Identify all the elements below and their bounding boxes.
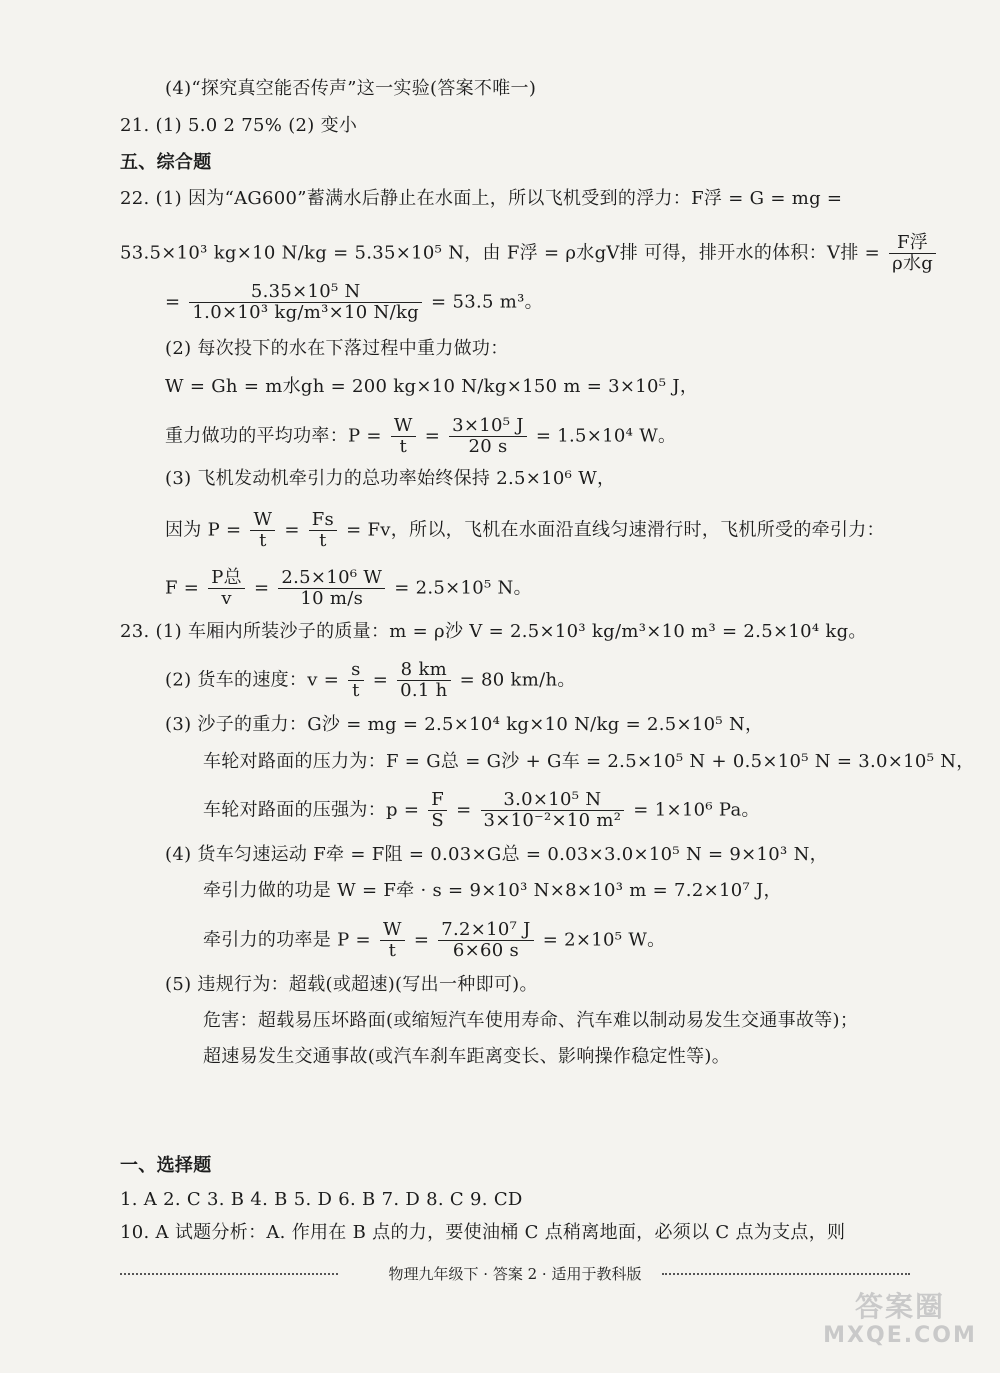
numerator: F [428, 790, 447, 811]
fraction [438, 920, 533, 961]
fraction [380, 920, 405, 961]
text: = Fv，所以，飞机在水面沿直线匀速滑行时，飞机所受的牵引力： [346, 519, 885, 541]
fraction [481, 790, 625, 831]
text: = 2.5×10⁵ N。 [394, 577, 532, 599]
answer-22-line2 [120, 233, 939, 274]
answer-23-part5: (5) 违规行为：超载(或超速)(写出一种即可)。 [165, 974, 538, 995]
average-power [165, 416, 676, 457]
text: = [284, 519, 300, 541]
hazard-speeding: 超速易发生交通事故(或汽车刹车距离变长、影响操作稳定性等)。 [203, 1046, 731, 1067]
text: = 53.5 m³。 [431, 291, 543, 313]
denominator: t [399, 436, 408, 457]
answer-22-volume [165, 282, 543, 323]
denominator: t [352, 680, 360, 701]
text: 重力做功的平均功率：P = [165, 425, 382, 447]
fraction [428, 790, 447, 831]
road-pressure [203, 790, 760, 831]
denominator: 3×10⁻²×10 m² [483, 810, 622, 831]
answer-22-part1: 22. (1) 因为“AG600”蓄满水后静止在水面上，所以飞机受到的浮力：F浮 = G = mg = [120, 188, 843, 209]
denominator: ρ水g [892, 253, 934, 274]
denominator: S [431, 810, 444, 831]
line-4-vacuum: (4)“探究真空能否传声”这一实验(答案不唯一) [165, 78, 537, 99]
fraction [449, 416, 527, 457]
answer-10-analysis: 10. A 试题分析：A. 作用在 B 点的力，要使油桶 C 点稍离地面，必须以 C 点为支点，则 [120, 1222, 846, 1243]
fraction [391, 416, 416, 457]
traction-power [203, 920, 665, 961]
answer-23-part1: 23. (1) 车厢内所装沙子的质量：m = ρ沙 V = 2.5×10³ kg/m³×10 m³ = 2.5×10⁴ kg。 [120, 621, 867, 642]
text: F = [165, 577, 200, 599]
power-relation [165, 510, 885, 551]
numerator: P总 [208, 568, 245, 589]
watermark-logo [820, 1290, 980, 1350]
denominator: t [388, 940, 397, 961]
numerator: W [250, 510, 275, 531]
fraction [208, 568, 245, 609]
denominator: 20 s [468, 436, 508, 457]
numerator: Fs [309, 510, 337, 531]
sand-weight: (3) 沙子的重力：G沙 = mg = 2.5×10⁴ kg×10 N/kg = 2.5×10⁵ N， [165, 714, 764, 735]
numerator: 8 km [397, 660, 450, 681]
numerator: 3×10⁵ J [449, 416, 527, 437]
text: = [424, 425, 441, 447]
traction-force [165, 568, 532, 609]
text: 牵引力的功率是 P = [203, 929, 371, 951]
denominator: 10 m/s [300, 588, 364, 609]
hazard-overload: 危害：超载易压坏路面(或缩短汽车使用寿命、汽车难以制动易发生交通事故等)； [203, 1010, 859, 1031]
numerator: 5.35×10⁵ N [189, 282, 422, 303]
page-footer: 物理九年级下 · 答案 2 · 适用于教科版 [388, 1265, 642, 1283]
numerator: s [348, 660, 364, 681]
numerator: F浮 [889, 233, 936, 254]
section-heading-choice: 一、选择题 [120, 1155, 212, 1176]
road-pressure-force: 车轮对路面的压力为：F = G总 = G沙 + G车 = 2.5×10⁵ N + 0.5×10⁵ N = 3.0×10⁵ N， [203, 751, 975, 772]
text: = 2×10⁵ W。 [542, 929, 666, 951]
text: (2) 货车的速度：v = [165, 669, 340, 691]
fraction [309, 510, 337, 551]
text: = [253, 577, 270, 599]
answer-21: 21. (1) 5.0 2 75% (2) 变小 [120, 115, 358, 136]
numerator: W [391, 416, 416, 437]
fraction [250, 510, 275, 551]
numerator: 7.2×10⁷ J [438, 920, 533, 941]
text: = [456, 799, 472, 821]
denominator: 1.0×10³ kg/m³×10 N/kg [192, 302, 420, 323]
truck-speed [165, 660, 576, 701]
text: = [372, 669, 389, 691]
numerator: 2.5×10⁶ W [278, 568, 385, 589]
fraction [278, 568, 385, 609]
numerator: W [380, 920, 405, 941]
text: 车轮对路面的压强为：p = [203, 799, 420, 821]
work-formula: W = Gh = m水gh = 200 kg×10 N/kg×150 m = 3×10⁵ J， [165, 376, 699, 397]
fraction [189, 282, 422, 323]
text: = 1.5×10⁴ W。 [535, 425, 677, 447]
choice-answers: 1. A 2. C 3. B 4. B 5. D 6. B 7. D 8. C 9. CD [120, 1189, 523, 1210]
numerator: 3.0×10⁵ N [481, 790, 625, 811]
denominator: 0.1 h [400, 680, 448, 701]
watermark-title: 答案圈 [854, 1290, 945, 1323]
denominator: t [319, 530, 327, 551]
fraction [397, 660, 450, 701]
text: 53.5×10³ kg×10 N/kg = 5.35×10⁵ N，由 F浮 = ρ水gV排 可得，排开水的体积：V排 = [120, 242, 881, 264]
traction-work: 牵引力做的功是 W = F牵 · s = 9×10³ N×8×10³ m = 7.2×10⁷ J， [203, 880, 782, 901]
watermark-url: MXQE.COM [823, 1323, 977, 1348]
text: = [413, 929, 430, 951]
text: = [165, 291, 181, 313]
text: = 80 km/h。 [459, 669, 576, 691]
denominator: t [259, 530, 267, 551]
answer-23-part4: (4) 货车匀速运动 F牵 = F阻 = 0.03×G总 = 0.03×3.0×10⁵ N = 9×10³ N， [165, 844, 828, 865]
text: 因为 P = [165, 519, 242, 541]
section-heading-comprehensive: 五、综合题 [120, 152, 212, 173]
fraction [889, 233, 936, 274]
fraction [348, 660, 364, 701]
text: = 1×10⁶ Pa。 [633, 799, 760, 821]
denominator: v [221, 588, 232, 609]
answer-22-part2: (2) 每次投下的水在下落过程中重力做功： [165, 338, 509, 359]
answer-22-part3: (3) 飞机发动机牵引力的总功率始终保持 2.5×10⁶ W， [165, 468, 616, 489]
denominator: 6×60 s [452, 940, 520, 961]
